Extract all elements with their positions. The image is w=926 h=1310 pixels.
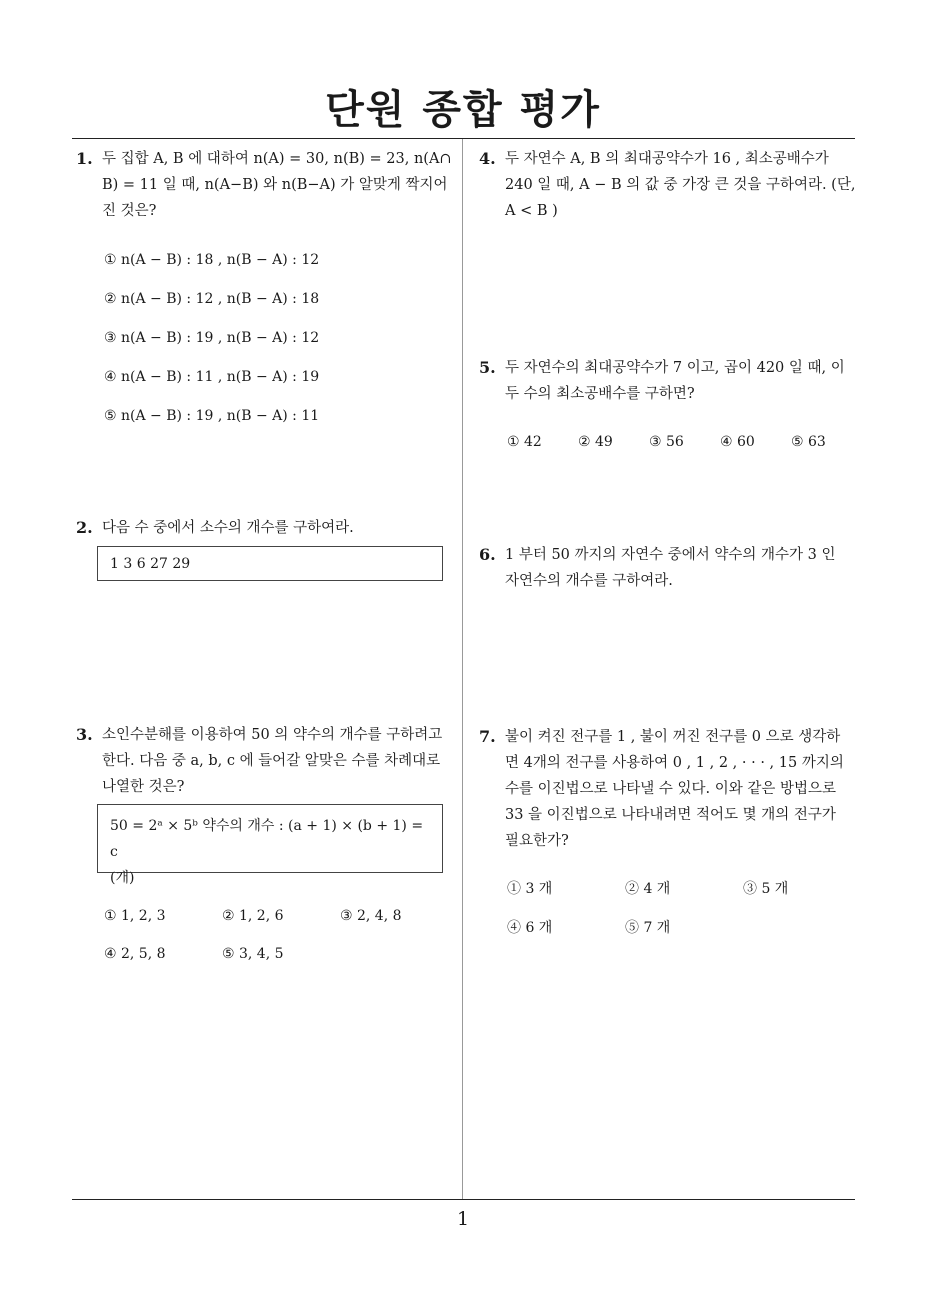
- choice-2[interactable]: ② 4 개: [625, 881, 671, 897]
- question-text-line: 두 집합 A, B 에 대하여 n(A) = 30, n(B) = 23, n(A∩: [102, 151, 452, 167]
- formula-line: 50 = 2ᵃ × 5ᵇ 약수의 개수 : (a + 1) × (b + 1) = c: [110, 818, 424, 860]
- question-text-line: 소인수분해를 이용하여 50 의 약수의 개수를 구하려고: [102, 727, 443, 743]
- question-text-line: 두 자연수의 최대공약수가 7 이고, 곱이 420 일 때, 이: [505, 360, 845, 376]
- question-text-line: 다음 수 중에서 소수의 개수를 구하여라.: [102, 520, 354, 536]
- choice-2[interactable]: ② 49: [578, 434, 613, 450]
- question-4: [479, 146, 861, 224]
- choice-5[interactable]: ⑤ n(A − B) : 19 , n(B − A) : 11: [104, 408, 320, 424]
- question-text-line: 두 수의 최소공배수를 구하면?: [505, 386, 695, 402]
- choice-1[interactable]: ① n(A − B) : 18 , n(B − A) : 12: [104, 252, 320, 268]
- question-1-choices: [104, 249, 319, 444]
- question-text-line: 진 것은?: [102, 203, 157, 219]
- question-6: [479, 542, 861, 594]
- question-5-choices: [507, 431, 857, 455]
- question-text-line: 불이 켜진 전구를 1 , 불이 꺼진 전구를 0 으로 생각하: [505, 729, 841, 745]
- question-number: 2.: [76, 518, 93, 537]
- question-number: 7.: [479, 727, 496, 746]
- question-number: 1.: [76, 149, 93, 168]
- question-3: [76, 722, 456, 800]
- choice-2[interactable]: ② 1, 2, 6: [222, 908, 284, 924]
- choice-1[interactable]: ① 1, 2, 3: [104, 908, 166, 924]
- question-2-number-box: 1 3 6 27 29: [97, 546, 443, 581]
- bottom-rule: [72, 1199, 855, 1200]
- top-rule: [72, 138, 855, 139]
- question-text-line: 한다. 다음 중 a, b, c 에 들어갈 알맞은 수를 차례대로: [102, 753, 441, 769]
- question-text-line: 자연수의 개수를 구하여라.: [505, 573, 673, 589]
- choice-3[interactable]: ③ 2, 4, 8: [340, 908, 402, 924]
- question-number: 3.: [76, 725, 93, 744]
- choice-1[interactable]: ① 3 개: [507, 881, 553, 897]
- choice-4[interactable]: ④ n(A − B) : 11 , n(B − A) : 19: [104, 369, 320, 385]
- choice-5[interactable]: ⑤ 63: [791, 434, 826, 450]
- question-text-line: B) = 11 일 때, n(A−B) 와 n(B−A) 가 알맞게 짝지어: [102, 177, 448, 193]
- question-5: [479, 355, 861, 407]
- question-1: [76, 146, 456, 224]
- question-text-line: 1 부터 50 까지의 자연수 중에서 약수의 개수가 3 인: [505, 547, 836, 563]
- question-text-line: 33 을 이진법으로 나타내려면 적어도 몇 개의 전구가: [505, 807, 836, 823]
- question-number: 4.: [479, 149, 496, 168]
- choice-5[interactable]: ⑤ 7 개: [625, 920, 671, 936]
- choice-1[interactable]: ① 42: [507, 434, 542, 450]
- question-text-line: 나열한 것은?: [102, 779, 185, 795]
- question-2: [76, 515, 456, 541]
- question-3-formula-box: [97, 804, 443, 886]
- page-number: 1: [456, 1208, 470, 1230]
- question-text-line: 수를 이진법으로 나타낼 수 있다. 이와 같은 방법으로: [505, 781, 837, 797]
- question-text-line: 필요한가?: [505, 833, 569, 849]
- formula-unit: (개): [110, 870, 135, 886]
- column-divider: [462, 139, 463, 1199]
- choice-4[interactable]: ④ 60: [720, 434, 755, 450]
- choice-3[interactable]: ③ 5 개: [743, 881, 789, 897]
- choice-3[interactable]: ③ 56: [649, 434, 684, 450]
- question-text-line: 두 자연수 A, B 의 최대공약수가 16 , 최소공배수가: [505, 151, 829, 167]
- choice-2[interactable]: ② n(A − B) : 12 , n(B − A) : 18: [104, 291, 320, 307]
- page-title: 단원 종합 평가: [325, 87, 601, 133]
- question-number: 5.: [479, 358, 496, 377]
- choice-4[interactable]: ④ 2, 5, 8: [104, 946, 166, 962]
- choice-5[interactable]: ⑤ 3, 4, 5: [222, 946, 284, 962]
- question-7: [479, 724, 861, 854]
- question-3-choices: [104, 905, 454, 967]
- choice-3[interactable]: ③ n(A − B) : 19 , n(B − A) : 12: [104, 330, 320, 346]
- question-text-line: A < B ): [505, 203, 558, 219]
- question-number: 6.: [479, 545, 496, 564]
- question-text-line: 240 일 때, A − B 의 값 중 가장 큰 것을 구하여라. (단,: [505, 177, 856, 193]
- choice-4[interactable]: ④ 6 개: [507, 920, 553, 936]
- question-7-choices: [507, 878, 857, 940]
- question-text-line: 면 4개의 전구를 사용하여 0 , 1 , 2 , · · · , 15 까지의: [505, 755, 844, 771]
